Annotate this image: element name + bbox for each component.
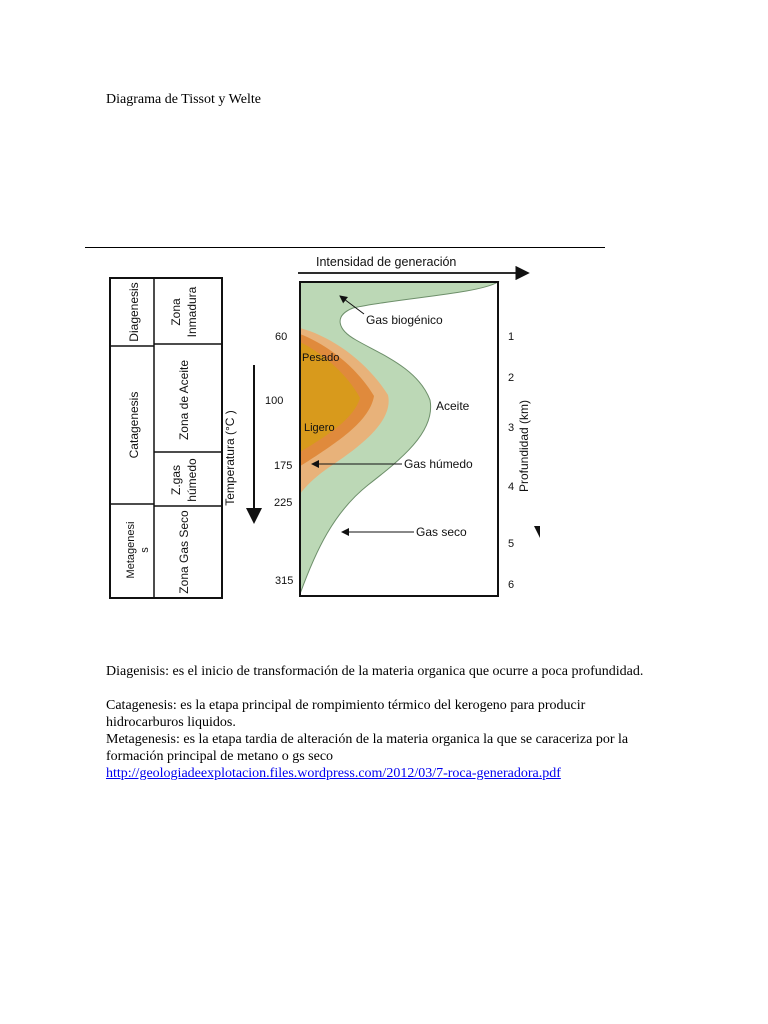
- temperature-tick: 100: [265, 395, 284, 407]
- document-title: Diagrama de Tissot y Welte: [106, 92, 261, 107]
- temperature-tick: 225: [274, 497, 293, 509]
- stage-metagenesis-line1: Metagenesi: [125, 521, 137, 579]
- figure-header: Intensidad de generación: [316, 255, 457, 269]
- label-gas-humedo: Gas húmedo: [404, 457, 473, 471]
- depth-axis-label: Profundidad (km): [517, 399, 531, 493]
- zone-inmadura-line1: Zona: [169, 298, 183, 326]
- label-pesado: Pesado: [302, 352, 340, 364]
- temperature-tick: 315: [275, 575, 294, 587]
- label-aceite: Aceite: [436, 399, 470, 413]
- temperature-tick: 175: [274, 460, 293, 472]
- paragraph-gap: [106, 680, 666, 697]
- stage-diagenesis: Diagenesis: [127, 282, 141, 342]
- generation-curves: [300, 282, 498, 594]
- temperature-tick: 60: [275, 331, 288, 343]
- zone-gas-humedo-line1: Z.gas: [169, 464, 183, 496]
- depth-tick: 4: [508, 481, 515, 493]
- depth-tick: 5: [508, 538, 515, 550]
- label-gas-biogenico: Gas biogénico: [366, 313, 443, 327]
- label-ligero: Ligero: [304, 422, 335, 434]
- depth-tick: 3: [508, 422, 515, 434]
- source-link[interactable]: http://geologiadeexplotacion.files.wordpress.com/2012/03/7-roca-generadora.pdf: [106, 766, 561, 781]
- body-text: [106, 663, 666, 782]
- stage-catagenesis: Catagenesis: [127, 391, 141, 459]
- paragraph-catagenesis: Catagenesis: es la etapa principal de rompimiento térmico del kerogeno para producir hidrocarburos liquidos.: [106, 698, 586, 730]
- depth-tick: 1: [508, 331, 515, 343]
- zone-inmadura-line2: Inmadura: [185, 286, 199, 338]
- tissot-welte-diagram: [108, 250, 540, 602]
- temperature-axis-label: Temperatura (°C ): [223, 410, 237, 506]
- zone-aceite: Zona de Aceite: [177, 359, 191, 441]
- zone-gas-humedo-line2: húmedo: [185, 458, 199, 502]
- label-gas-seco: Gas seco: [416, 525, 467, 539]
- source-link-line: [106, 765, 666, 782]
- zone-gas-seco: Zona Gas Seco: [177, 510, 191, 594]
- stage-table: [110, 278, 222, 598]
- depth-tick: 2: [508, 372, 515, 384]
- depth-tick: 6: [508, 579, 515, 591]
- paragraph-metagenesis: Metagenesis: es la etapa tardia de alteración de la materia organica la que se caraceriza por la formación principal de metano o gs seco: [106, 732, 629, 764]
- paragraph-diagenesis: Diagenisis: es el inicio de transformación de la materia organica que ocurre a poca profundidad.: [106, 664, 644, 679]
- horizontal-rule: [85, 247, 605, 248]
- stage-metagenesis-line2: s: [139, 547, 151, 553]
